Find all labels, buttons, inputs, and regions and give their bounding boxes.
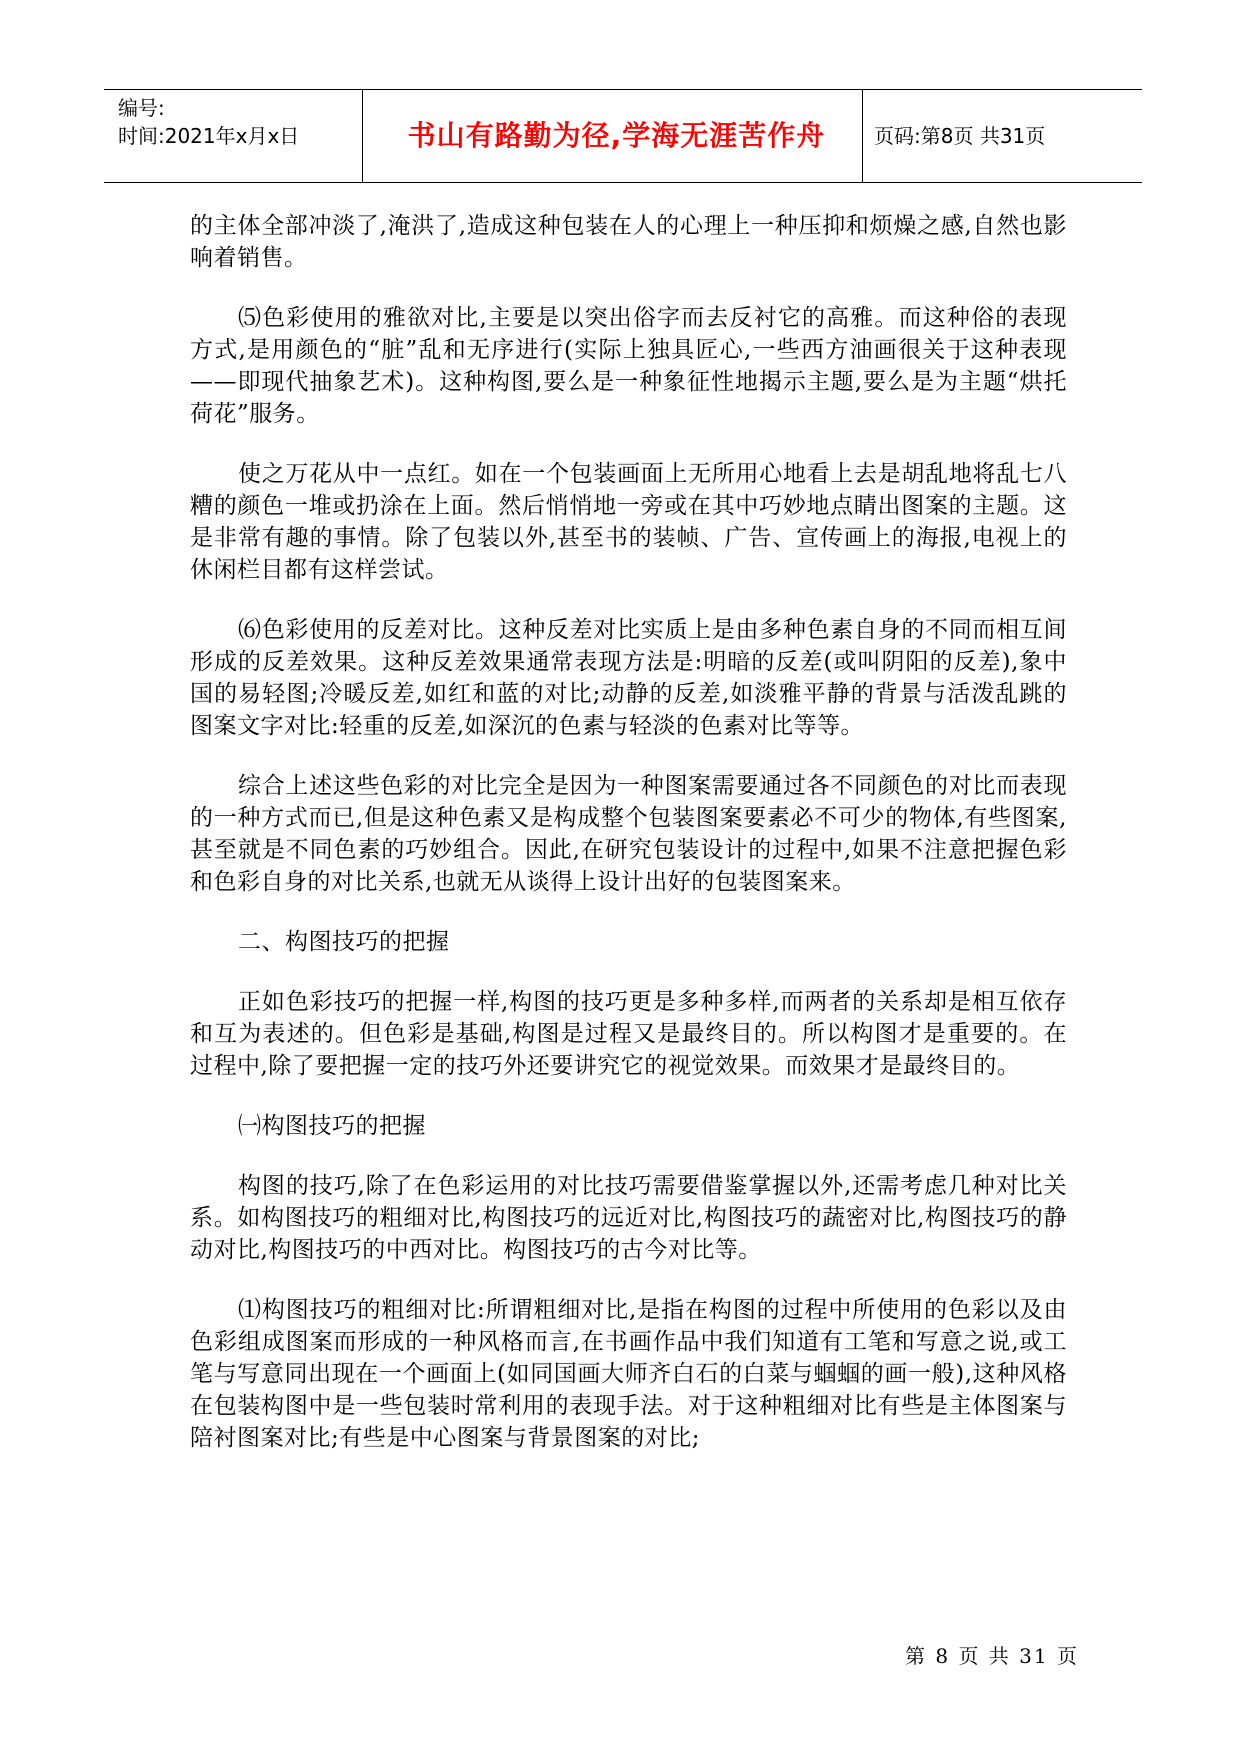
section-heading: 二、构图技巧的把握: [238, 929, 450, 955]
paragraph: 使之万花从中一点红。如在一个包装画面上无所用心地看上去是胡乱地将乱七八糟的颜色一堆或扔涂在上面。然后悄悄地一旁或在其中巧妙地点睛出图案的主题。这是非常有趣的事情。除了包装以外,甚至书的装帧、广告、宣传画上的海报,电视上的休闲栏目都有这样尝试。: [190, 461, 1067, 583]
header-page-number: 页码:第8页 共31页: [874, 124, 1046, 148]
paragraph: ⑸色彩使用的雅欲对比,主要是以突出俗字而去反衬它的高雅。而这种俗的表现方式,是用颜色的“脏”乱和无序进行(实际上独具匠心,一些西方油画很关于这种表现——即现代抽象艺术)。这种构图,要么是一种象征性地揭示主题,要么是为主题“烘托荷花”服务。: [190, 305, 1067, 427]
paragraph: 构图的技巧,除了在色彩运用的对比技巧需要借鉴掌握以外,还需考虑几种对比关系。如构图技巧的粗细对比,构图技巧的远近对比,构图技巧的蔬密对比,构图技巧的静动对比,构图技巧的中西对比。构图技巧的古今对比等。: [190, 1173, 1067, 1263]
paragraph: ⑴构图技巧的粗细对比:所谓粗细对比,是指在构图的过程中所使用的色彩以及由色彩组成图案而形成的一种风格而言,在书画作品中我们知道有工笔和写意之说,或工笔与写意同出现在一个画面上(如同国画大师齐白石的白菜与蝈蝈的画一般),这种风格在包装构图中是一些包装时常利用的表现手法。对于这种粗细对比有些是主体图案与陪衬图案对比;有些是中心图案与背景图案的对比;: [190, 1297, 1067, 1451]
paragraph: 正如色彩技巧的把握一样,构图的技巧更是多种多样,而两者的关系却是相互依存和互为表述的。但色彩是基础,构图是过程又是最终目的。所以构图才是重要的。在过程中,除了要把握一定的技巧外还要讲究它的视觉效果。而效果才是最终目的。: [190, 989, 1067, 1079]
header-divider: [362, 90, 363, 182]
header-meta: [118, 94, 299, 150]
page-footer: 第 8 页 共 31 页: [905, 1644, 1079, 1668]
header-divider: [862, 90, 863, 182]
subsection-heading: ㈠构图技巧的把握: [238, 1113, 426, 1139]
number-label: 编号:: [118, 96, 165, 120]
date-label: 时间:2021年x月x日: [118, 124, 300, 148]
paragraph: 综合上述这些色彩的对比完全是因为一种图案需要通过各不同颜色的对比而表现的一种方式而已,但是这种色素又是构成整个包装图案要素必不可少的物体,有些图案,甚至就是不同色素的巧妙组合。因此,在研究包装设计的过程中,如果不注意把握色彩和色彩自身的对比关系,也就无从谈得上设计出好的包装图案来。: [190, 773, 1067, 895]
document-body: [190, 210, 1067, 1482]
document-header: [104, 89, 1142, 183]
header-motto: 书山有路勤为径,学海无涯苦作舟: [407, 119, 826, 152]
paragraph: ⑹色彩使用的反差对比。这种反差对比实质上是由多种色素自身的不同而相互间形成的反差效果。这种反差效果通常表现方法是:明暗的反差(或叫阴阳的反差),象中国的易轻图;冷暖反差,如红和蓝的对比;动静的反差,如淡雅平静的背景与活泼乱跳的图案文字对比:轻重的反差,如深沉的色素与轻淡的色素对比等等。: [190, 617, 1067, 739]
paragraph: 的主体全部冲淡了,淹洪了,造成这种包装在人的心理上一种压抑和烦燥之感,自然也影响着销售。: [190, 213, 1067, 271]
